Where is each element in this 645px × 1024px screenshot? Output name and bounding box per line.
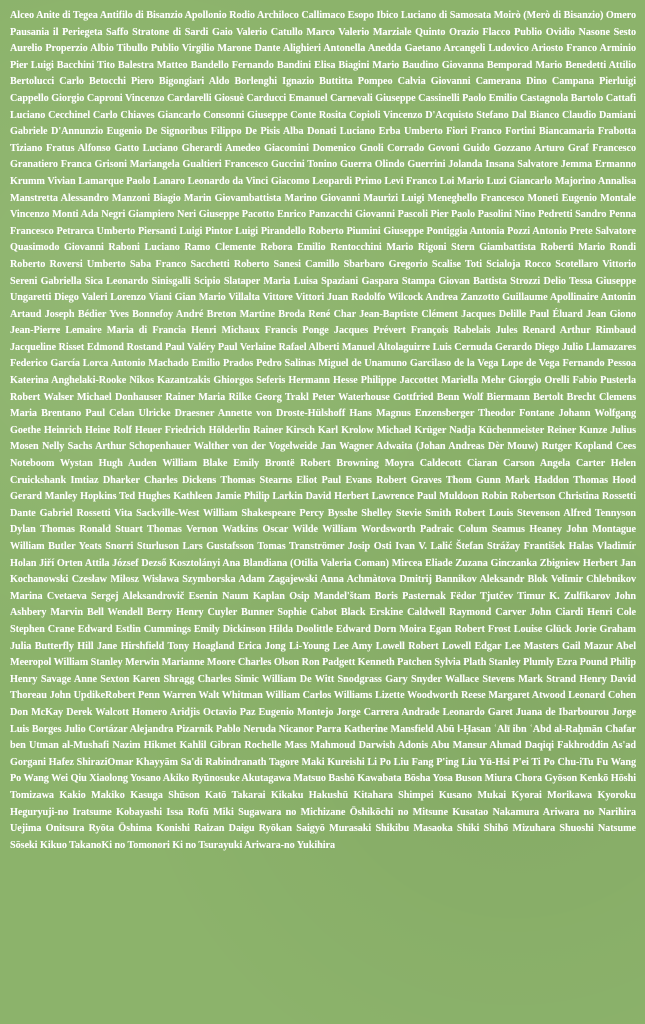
- author-names-text: Alceo Anite di Tegea Antifilo di Bisanzio Apollonio Rodio Archiloco Callimaco Esopo Ibico Luciano di Samosata Moirò (Merò di Bisanzio) Omero Pausania il Periegeta Saffo Stratone di Sardi Gaio Valerio Catullo Marco Valerio Marziale Quinto Orazio Flacco Publio Ovidio Nasone Sesto Aurelio Properzio Albio Tibullo Publio Virgilio Marone Dante Alighieri Antonella Anedda Gaetano Arcangeli Ludovico Ariosto Franco Arminio Pier Luigi Bacchini Tito Balestra Matteo Bandello Fernando Bandini Elisa Biagini Mario Baudino Giovanna Bemporad Mario Benedetti Attilio Bertolucci Carlo Betocchi Piero Bigongiari Aldo Borlenghi Ignazio Buttitta Pompeo Calvia Giovanni Camerana Dino Campana Pierluigi Cappello Giorgio Caproni Vincenzo Cardarelli Giosuè Carducci Emanuel Carnevali Giuseppe Cassinelli Paolo Emilio Castagnola Bartolo Cattafi Luciano Cecchinel Carlo Chiaves Giancarlo Consonni Giuseppe Conte Rosita Copioli Vincenzo D'Acquisto Stefano Dal Bianco Claudio Damiani Gabriele D'Annunzio Eugenio De Signoribus Filippo De Pisis Alba Donati Luciano Erba Umberto Fiori Franco Fortini Biancamaria Frabotta Tiziano Fratus Alfonso Gatto Luciano Gherardi Amedeo Giacomini Domenico Gnoli Corrado Govoni Guido Gozzano Arturo Graf Francesco Granatiero Franca Grisoni Mariangela Gualtieri Francesco Guccini Tonino Guerra Olindo Guerrini Jolanda Insana Salvatore Jemma Ermanno Krumm Vivian Lamarque Paolo Lanaro Leonardo da Vinci Giacomo Leopardi Primo Levi Franco Loi Mario Luzi Giancarlo Majorino Annalisa Manstretta Alessandro Manzoni Biagio Marin Giovambattista Marino Giovanni Maurizi Luigi Meneghello Francesco Moneti Eugenio Montale Vincenzo Monti Ada Negri Giampiero Neri Giuseppe Pacotto Enrico Panzacchi Giovanni Pascoli Pier Paolo Pasolini Nino Pedretti Sandro Penna Francesco Petrarca Umberto Piersanti Luigi Pintor Luigi Pirandello Roberto Piumini Giuseppe Pontiggia Antonia Pozzi Antonio Prete Salvatore Quasimodo Giovanni Raboni Luciano Ramo Clemente Rebora Emilio Rentocchini Mario Rigoni Stern Giambattista Roberti Mario Rondi Roberto Roversi Umberto Saba Franco Sacchetti Roberto Sanesi Camillo Sbarbaro Gregorio Scalise Toti Scialoja Rocco Scotellaro Vittorio Sereni Gabriella Sica Leonardo Sinisgalli Scipio Slataper Maria Luisa Spaziani Gaspara Stampa Giovan Battista Strozzi Delio Tessa Giuseppe Ungaretti Diego Valeri Lorenzo Viani Gian Mario Villalta Vittore Vittori Juan Rodolfo Wilcock Andrea Zanzotto Guillaume Apollinaire Antonin Artaud Joseph Bédier Yves Bonnefoy André Breton Martine Broda René Char Jean-Baptiste Clément Jacques Delille Paul Éluard Jean Giono Jean-Pierre Lemaire Maria di Francia Henri Michaux Francis Ponge Jacques Prévert François Rabelais Jules Renard Arthur Rimbaud Jacqueline Risset Edmond Rostand Paul Valéry Paul Verlaine Rafael Alberti Manuel Altolaguirre Luis Cernuda Gerardo Diego Julio Llamazares Federico García Lorca Antonio Machado Emilio Prados Pedro Salinas Miguel de Unamuno Garcilaso de la Vega Lope de Vega Fernando Pessoa Katerina Anghelaki-Rooke Nikos Kazantzakis Ghiorgos Seferis Hermann Hesse Philippe Jaccottet Mariella Mehr Giorgio Orelli Fabio Pusterla Robert Walser Michael Donhauser Rainer Maria Rilke Georg Trakl Peter Waterhouse Gottfried Benn Wolf Biermann Bertolt Brecht Clemens Maria Brentano Paul Celan Ulricke Draesner Annette von Droste-Hülshoff Hans Magnus Enzensberger Theodor Fontane Johann Wolfgang Goethe Heinrich Heine Rolf Heuer Friedrich Hölderlin Rainer Kirsch Karl Krolow Michael Krüger Nadja Küchenmeister Reiner Kunze Julius Mosen Nelly Sachs Arthur Schopenhauer Walther von der Vogelweide Jan Wagner Adwaita (Johan Andreas Dèr Mouw) Rutger Kopland Cees Noteboom Wystan Hugh Auden William Blake Emily Brontë Robert Browning Moyra Caldecott Ciaran Carson Angela Carter Helen Cruickshank Imtiaz Dharker Charles Dickens Thomas Stearns Eliot Paul Evans Robert Graves Thom Gunn Mark Haddon Thomas Hood Gerard Manley Hopkins Ted Hughes Kathleen Jamie Philip Larkin David Herbert Lawrence Paul Muldoon Robin Robertson Christina Rossetti Dante Gabriel Rossetti Vita Sackville-West William Shakespeare Percy Bysshe Shelley Stevie Smith Robert Louis Stevenson Alfred Tennyson Dylan Thomas Ronald Stuart Thomas Vernon Watkins Oscar Wilde William Wordsworth Padraic Colum Seamus Heaney John Montague William Butler Yeats Snorri Sturluson Lars Gustafsson Tomas Tranströmer Josip Osti Ivan V. Lalić Štefan Strážay František Halas Vladimír Holan Jiří Orten Attila József Dezső Kosztolányi Ana Blandiana (Otilia Valeria Coman) Mircea Eliade Zuzana Ginczanka Zbigniew Herbert Jan Kochanowski Czesław Miłosz Wisława Szymborska Adam Zagajewski Anna Achmàtova Dmitrij Bannikov Aleksandr Blok Velimir Chlebnikov Marina Cvetaeva Sergej Aleksandrovič Esenin Naum Kaplan Osip Mandel'štam Boris Pasternak Fëdor Tjutčev Timur K. Zulfikarov John Ashbery Marvin Bell Wendell Berry Henry Cuyler Bunner Sophie Cabot Black Erskine Caldwell Raymond Carver John Ciardi Henri Cole Stephen Crane Edward Estlin Cummings Emily Dickinson Hilda Doolittle Edward Dorn Moira Egan Robert Frost Louise Glück Jorie Graham Julia Butterfly Hill Jane Hirshfield Tony Hoagland Erica Jong Li-Young Lee Amy Lowell Robert Lowell Edgar Lee Masters Gail Mazur Abel Meeropol William Stanley Merwin Marianne Moore Charles Olson Ron Padgett Kenneth Patchen Sylvia Plath Stanley Plumly Ezra Pound Philip Henry Savage Anne Sexton Karen Shragg Charles Simic William De Witt Snodgrass Gary Snyder Wallace Stevens Mark Strand Henry David Thoreau John UpdikeRobert Penn Warren Walt Whitman William Carlos Williams Lizette Woodworth Reese Margaret Atwood Leonard Cohen Don McKay Derek Walcott Homero Aridjis Octavio Paz Eugenio Montejo Jorge Carrera Andrade Leonardo Garet Juana de Ibarbourou Jorge Luis Borges Julio Cortázar Alejandra Pizarnik Pablo Neruda Nicanor Parra Katherine Mansfield Abū l-Ḥasan ʿAlī ibn ʿAbd al-Raḥmān Chafar ben Utman al-Mushafi Nazim Hikmet Kahlil Gibran Rochelle Mass Mahmoud Darwish Adonis Abu Mansur Ahmad Daqiqi Fakhroddin As'ad Gorgani Hafez ShiraziOmar Khayyām Sa'di Rabindranath Tagore Maki Kureishi Li Po Liu Fang P'ing Liu Yü-Hsi P'ei Ti Po Chu-iTu Fu Wang Po Wang Wei Qiu Xiaolong Yosano Akiko Ryūnosuke Akutagawa Matsuo Bashō Kawabata Bōsha Yosa Buson Miura Chora Gyōson Kenkō Hōshi Tomizawa Kakio Makiko Kasuga Shūson Katō Takarai Kikaku Hakushū Kitahara Shimpei Kusano Mukai Kyorai Morikawa Kyoroku Heguryuji-no Iratsume Kobayashi Issa Rofū Miki Sugawara no Michizane Ōshikōchi no Mitsune Kusatao Nakamura Ariwara no Narihira Uejima Onitsura Ryōta Ōshima Konishi Raizan Daigu Ryōkan Saigyō Murasaki Shikibu Masaoka Shiki Shihō Mizuhara Shuoshi Natsume Sōseki Kikuo TakanoKi no Tomonori Ki no Tsurayuki Ariwara-no Yukihira: [10, 10, 636, 851]
